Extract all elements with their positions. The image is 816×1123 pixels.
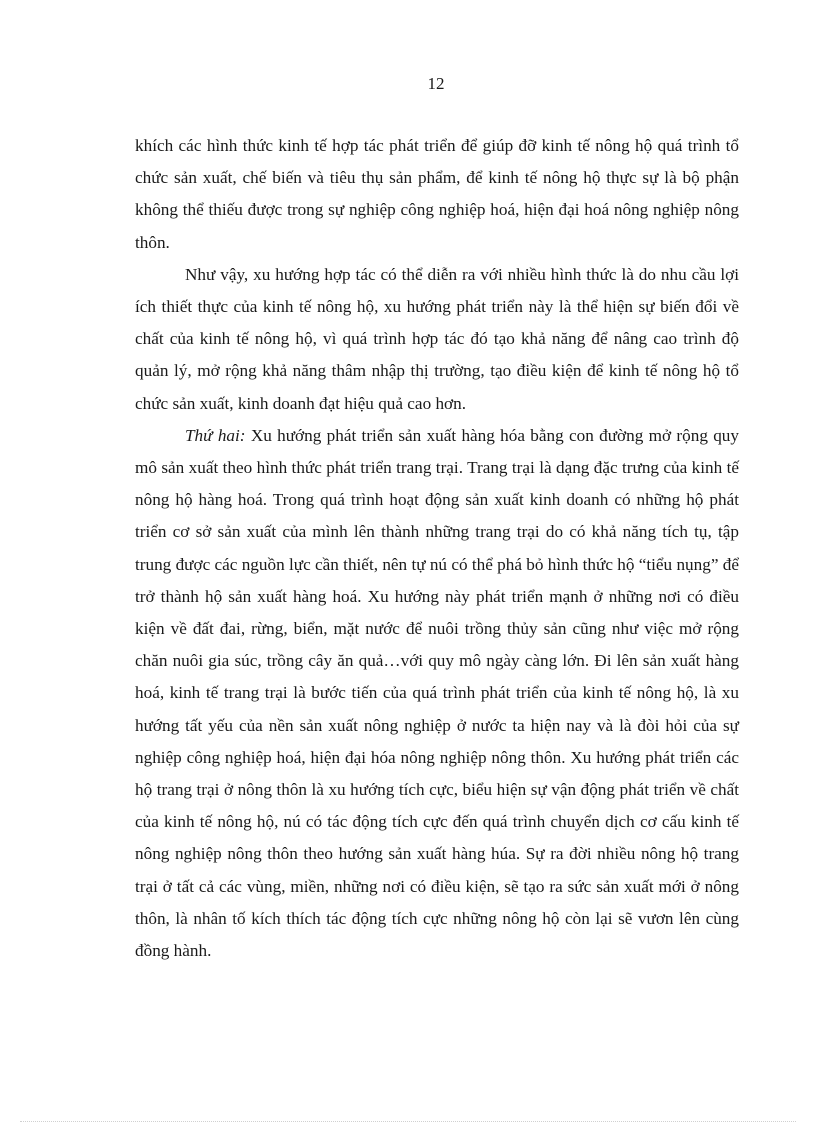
paragraph-1 [135, 130, 739, 259]
page-body [135, 130, 739, 967]
paragraph-2 [135, 259, 739, 420]
footer-dotted-rule [20, 1121, 796, 1122]
paragraph-3-lead: Thứ hai: [185, 425, 246, 445]
paragraph-2-text: Như vậy, xu hướng hợp tác có thể diễn ra với nhiều hình thức là do nhu cầu lợi ích thiết thực của kinh tế nông hộ, xu hướng phát triển này là thể hiện sự biến đổi về chất của kinh tế nông hộ, vì quá trình hợp tác đó tạo khả năng để nâng cao trình độ quản lý, mở rộng khả năng thâm nhập thị trường, tạo điều kiện để kinh tế nông hộ tổ chức sản xuất, kinh doanh đạt hiệu quả cao hơn. [135, 264, 739, 413]
paragraph-3-text: Xu hướng phát triển sản xuất hàng hóa bằng con đường mở rộng quy mô sản xuất theo hình thức phát triển trang trại. Trang trại là dạng đặc trưng của kinh tế nông hộ hàng hoá. Trong quá trình hoạt động sản xuất kinh doanh có những hộ phát triển cơ sở sản xuất của mình lên thành những trang trại do có khả năng tích tụ, tập trung được các nguồn lực cần thiết, nên tự nú có thể phá bỏ hình thức hộ “tiểu nụng” để trở thành hộ sản xuất hàng hoá. Xu hướng này phát triển mạnh ở những nơi có điều kiện về đất đai, rừng, biển, mặt nước để nuôi trồng thủy sản cũng như việc mở rộng chăn nuôi gia súc, trồng cây ăn quả…với quy mô ngày càng lớn. Đi lên sản xuất hàng hoá, kinh tế trang trại là bước tiến của quá trình phát triển của kinh tế nông hộ, là xu hướng tất yếu của nền sản xuất nông nghiệp ở nước ta hiện nay và là đòi hỏi của sự nghiệp công nghiệp hoá, hiện đại hóa nông nghiệp nông thôn. Xu hướng phát triển các hộ trang trại ở nông thôn là xu hướng tích cực, biểu hiện sự vận động phát triển về chất của kinh tế nông hộ, nú có tác động tích cực đến quá trình chuyển dịch cơ cấu kinh tế nông nghiệp nông thôn theo hướng sản xuất hàng húa. Sự ra đời nhiều nông hộ trang trại ở tất cả các vùng, miền, những nơi có điều kiện, sẽ tạo ra sức sản xuất mới ở nông thôn, là nhân tố kích thích tác động tích cực những nông hộ còn lại sẽ vươn lên cùng đồng hành. [135, 425, 739, 961]
paragraph-3 [135, 420, 739, 967]
paragraph-1-text: khích các hình thức kinh tế hợp tác phát triển để giúp đỡ kinh tế nông hộ quá trình tổ chức sản xuất, chế biến và tiêu thụ sản phẩm, để kinh tế nông hộ thực sự là bộ phận không thể thiếu được trong sự nghiệp công nghiệp hoá, hiện đại hoá nông nghiệp nông thôn. [135, 136, 739, 252]
page-number: 12 [427, 74, 445, 93]
